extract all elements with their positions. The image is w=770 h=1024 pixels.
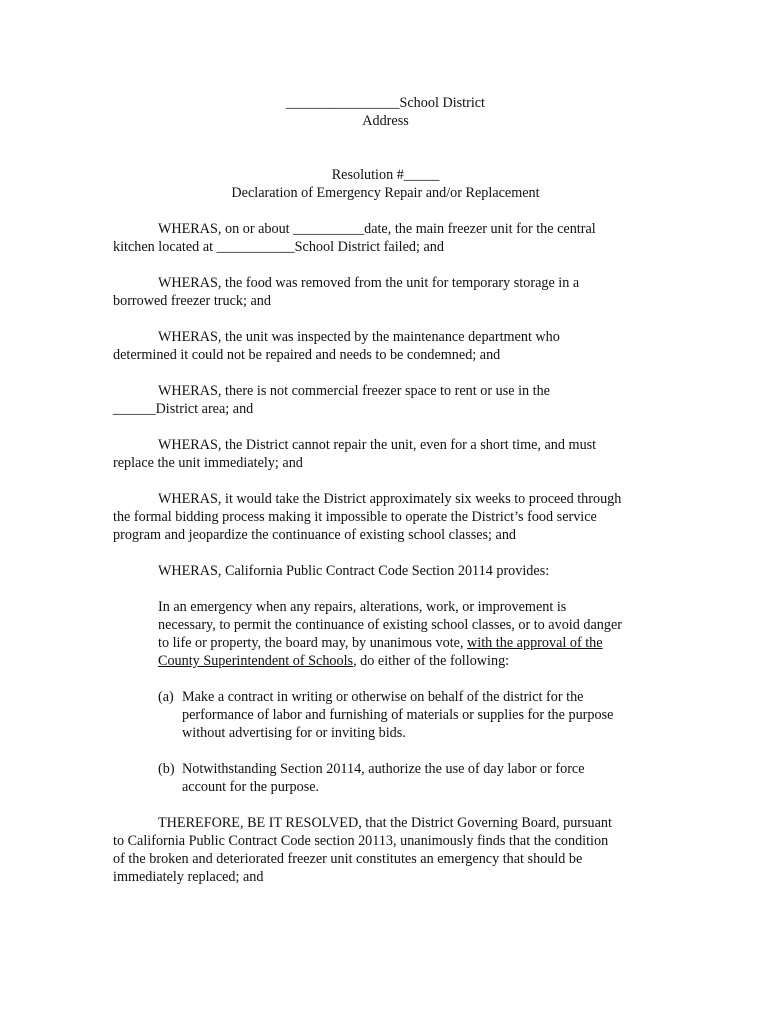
quoted-code-section (158, 598, 658, 670)
quote-text: , do either of the following: (353, 653, 510, 669)
paragraph-line: to California Public Contract Code section 20113, unanimously finds that the condition (113, 833, 609, 849)
whereas-paragraph-7 (113, 562, 658, 580)
paragraph-line: of the broken and deteriorated freezer unit constitutes an emergency that should be (113, 851, 583, 867)
paragraph-line: WHERAS, the food was removed from the unit for temporary storage in a (158, 275, 580, 291)
quote-line: In an emergency when any repairs, alterations, work, or improvement is (158, 599, 567, 615)
list-text (182, 688, 658, 742)
paragraph-line: replace the unit immediately; and (113, 455, 303, 471)
therefore-paragraph (113, 814, 658, 886)
paragraph-line: WHERAS, California Public Contract Code Section 20114 provides: (158, 563, 550, 579)
paragraph-line: program and jeopardize the continuance of existing school classes; and (113, 527, 517, 543)
paragraph-line: WHERAS, there is not commercial freezer space to rent or use in the (158, 383, 550, 399)
quote-text: to life or property, the board may, by unanimous vote, (158, 635, 468, 651)
resolution-number: Resolution #_____ (331, 167, 440, 183)
resolution-title (113, 166, 658, 202)
list-text (182, 760, 658, 796)
paragraph-line: determined it could not be repaired and needs to be condemned; and (113, 347, 501, 363)
paragraph-line: WHERAS, the unit was inspected by the maintenance department who (158, 329, 560, 345)
paragraph-line: ______District area; and (113, 401, 254, 417)
quote-line (158, 652, 658, 670)
document-page (113, 94, 658, 904)
paragraph-line: THEREFORE, BE IT RESOLVED, that the District Governing Board, pursuant (158, 815, 612, 831)
list-line: Make a contract in writing or otherwise on behalf of the district for the (182, 689, 584, 705)
letterhead (113, 94, 658, 130)
whereas-paragraph-1 (113, 220, 658, 256)
paragraph-line: the formal bidding process making it impossible to operate the District’s food service (113, 509, 597, 525)
quote-line (158, 634, 658, 652)
paragraph-line: WHERAS, it would take the District approximately six weeks to proceed through (158, 491, 622, 507)
whereas-paragraph-2 (113, 274, 658, 310)
resolution-subtitle: Declaration of Emergency Repair and/or Replacement (231, 185, 540, 201)
list-line: Notwithstanding Section 20114, authorize the use of day labor or force (182, 761, 585, 777)
quote-line: necessary, to permit the continuance of existing school classes, or to avoid danger (158, 617, 622, 633)
whereas-paragraph-3 (113, 328, 658, 364)
paragraph-line: immediately replaced; and (113, 869, 264, 885)
list-line: performance of labor and furnishing of materials or supplies for the purpose (182, 707, 614, 723)
whereas-paragraph-6 (113, 490, 658, 544)
district-line: ________________School District (285, 95, 485, 111)
list-line: without advertising for or inviting bids. (182, 725, 406, 741)
whereas-paragraph-5 (113, 436, 658, 472)
list-marker: (b) (158, 761, 175, 777)
paragraph-line: WHERAS, the District cannot repair the unit, even for a short time, and must (158, 437, 597, 453)
paragraph-line: borrowed freezer truck; and (113, 293, 271, 309)
whereas-paragraph-4 (113, 382, 658, 418)
address-line: Address (362, 113, 409, 129)
list-item-b (158, 760, 658, 796)
underlined-text: with the approval of the (467, 635, 603, 651)
list-line: account for the purpose. (182, 779, 320, 795)
paragraph-line: kitchen located at ___________School District failed; and (113, 239, 444, 255)
list-marker: (a) (158, 689, 174, 705)
paragraph-line: WHERAS, on or about __________date, the main freezer unit for the central (158, 221, 596, 237)
underlined-text: County Superintendent of Schools (158, 653, 354, 669)
list-item-a (158, 688, 658, 742)
